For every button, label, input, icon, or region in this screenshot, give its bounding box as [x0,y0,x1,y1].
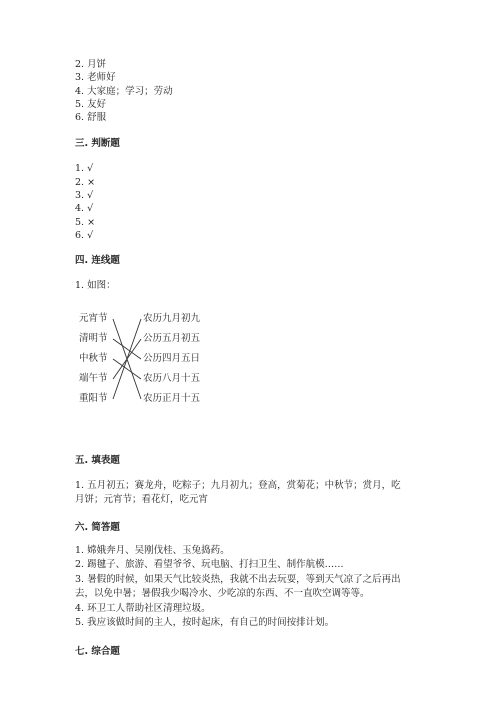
answer-line: 4. √ [75,203,94,215]
answer-line: 月饼；元宵节；看花灯，吃元宵 [75,494,209,506]
answer-line: 2. 踢毽子、旅游、看望爷爷、玩电脑、打扫卫生、制作航模…… [75,559,344,571]
answer-line: 1. 五月初五；赛龙舟，吃粽子；九月初九；登高，赏菊花；中秋节；赏月，吃 [75,479,401,491]
date-label: 农历八月十五 [143,372,201,384]
date-label: 公历四月五日 [143,352,201,364]
section3-answers [75,162,430,242]
section4-intro: 1. 如图： [75,280,116,292]
section6-title: 六. 简答题 [75,521,120,533]
answer-line: 3. 暑假的时候，如果天气比较炎热，我就不出去玩耍，等到天气凉了之后再出 [75,573,401,585]
answer-line: 4. 环卫工人帮助社区清理垃圾。 [75,602,211,614]
answer-line: 2. 月饼 [75,59,107,70]
match-line [113,359,141,379]
section5-title: 五. 填表题 [75,454,120,466]
answer-line: 1. 嫦娥奔月、吴刚伐桂、玉兔捣药。 [75,544,230,556]
answer-line: 5. × [75,216,96,228]
section5-answer [75,479,430,508]
date-label: 公历五月初五 [143,332,201,344]
answer-line: 3. 老师好 [75,72,116,84]
date-label: 农历九月初九 [143,312,201,324]
section4-title: 四. 连线题 [75,255,120,267]
festival-label: 元宵节 [79,312,108,324]
answer-line: 6. 舒服 [75,112,107,124]
answer-line: 5. 我应该做时间的主人，按时起床，有自己的时间按排计划。 [75,617,335,629]
answer-line: 去，以免中暑；暑假我少喝冷水、少吃凉的东西、不一直吹空调等等。 [75,588,370,600]
section6-answers [75,544,430,631]
festival-label: 清明节 [79,332,108,344]
match-line [113,339,141,359]
section7-title: 七. 综合题 [75,645,120,657]
answer-line: 5. 友好 [75,98,107,110]
answer-line: 2. × [75,176,96,188]
section3-title: 三. 判断题 [75,138,120,150]
section2-tail [75,58,430,124]
answer-line: 3. √ [75,190,94,202]
festival-label: 重阳节 [79,392,108,404]
festival-label: 中秋节 [79,352,108,364]
answer-line: 1. √ [75,163,94,175]
answer-line: 4. 大家庭；学习；劳动 [75,85,173,97]
festival-label: 端午节 [79,372,108,384]
matching-diagram [75,313,215,413]
answer-line: 6. √ [75,229,94,241]
date-label: 农历正月十五 [143,392,201,404]
answer-page [75,58,430,658]
